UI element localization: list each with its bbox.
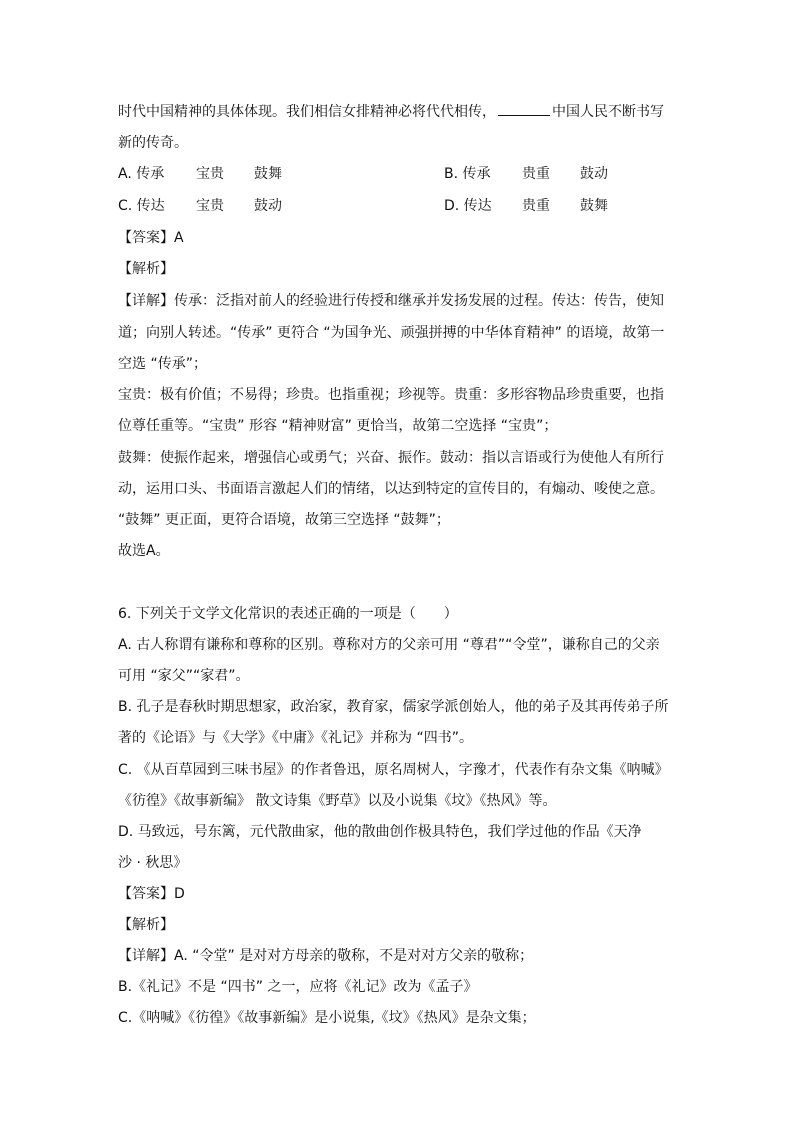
- q6-detail-line: 【详解】A. “令堂” 是对对方母亲的敬称，不是对对方父亲的敬称；: [118, 948, 534, 964]
- q5-stem-line-2: 新的传奇。: [118, 135, 188, 151]
- q5-detail-line: 【详解】传承：泛指对前人的经验进行传授和继承并发扬发展的过程。传达：传告，使知: [118, 293, 664, 309]
- q6-detail-line: C.《呐喊》《彷徨》《故事新编》是小说集,《坟》《热风》是杂文集；: [118, 1010, 536, 1026]
- q5-detail-line: 故选A。: [118, 543, 170, 559]
- q5-detail-line: 位尊任重等。“宝贵” 形容 “精神财富” 更恰当，故第二空选择 “宝贵”；: [118, 418, 558, 434]
- option-label: C. 传达: [118, 198, 165, 214]
- option-word: 鼓舞: [580, 198, 608, 214]
- q6-option-line: C. 《从百草园到三味书屋》的作者鲁迅，原名周树人，字豫才，代表作有杂文集《呐喊》: [118, 762, 669, 778]
- q5-option-d: [444, 196, 636, 216]
- q6-option-line: 《彷徨》《故事新编》 散文诗集《野草》以及小说集《坟》《热风》等。: [118, 793, 557, 809]
- q6-stem: 6. 下列关于文学文化常识的表述正确的一项是（ ）: [118, 606, 458, 622]
- q5-detail-line: 宝贵：极有价值；不易得；珍贵。也指重视；珍视等。贵重：多形容物品珍贵重要，也指: [118, 387, 664, 403]
- q6-option-line: A. 古人称谓有谦称和尊称的区别。尊称对方的父亲可用 “尊君”“令堂”，谦称自己的父亲: [118, 637, 660, 653]
- q5-stem-text-a: 时代中国精神的具体体现。我们相信女排精神必将代代相传，: [118, 104, 496, 120]
- q5-detail-line: 鼓舞：使振作起来，增强信心或勇气；兴奋、振作。鼓动：指以言语或行为使他人有所行: [118, 450, 664, 466]
- q5-option-b: [444, 164, 636, 184]
- option-word: 宝贵: [196, 166, 224, 182]
- q5-detail-line: 空选 “传承”；: [118, 356, 207, 372]
- q6-option-line: 可用 “家父”“家君”。: [118, 668, 250, 684]
- option-word: 鼓动: [254, 198, 282, 214]
- option-word: 贵重: [522, 166, 550, 182]
- option-label: A. 传承: [118, 166, 165, 182]
- q5-option-a: [118, 164, 310, 184]
- q5-detail-line: 道；向别人转述。“传承” 更符合 “为国争光、顽强拼搏的中华体育精神” 的语境，故第一: [118, 325, 665, 341]
- q5-detail-line: “鼓舞” 更正面，更符合语境，故第三空选择 “鼓舞”；: [118, 512, 450, 528]
- q6-detail-line: B.《礼记》不是 “四书” 之一，应将《礼记》改为《孟子》: [118, 979, 478, 995]
- option-word: 宝贵: [196, 198, 224, 214]
- q5-stem-line-1: [118, 101, 684, 121]
- q5-answer: 【答案】A: [118, 230, 184, 246]
- q5-analysis-heading: 【解析】: [118, 261, 174, 277]
- q5-option-c: [118, 196, 310, 216]
- q5-detail-line: 动，运用口头、书面语言激起人们的情绪，以达到特定的宣传目的，有煽动、唆使之意。: [118, 481, 664, 497]
- q6-option-line: B. 孔子是春秋时期思想家，政治家，教育家，儒家学派创始人，他的弟子及其再传弟子所: [118, 699, 669, 715]
- option-label: B. 传承: [444, 166, 491, 182]
- q5-stem-text-b: 中国人民不断书写: [552, 104, 664, 120]
- option-word: 贵重: [522, 198, 550, 214]
- option-word: 鼓舞: [254, 166, 282, 182]
- q6-analysis-heading: 【解析】: [118, 917, 174, 933]
- q6-option-line: 沙 · 秋思》: [118, 855, 188, 871]
- option-label: D. 传达: [444, 198, 492, 214]
- option-word: 鼓动: [580, 166, 608, 182]
- fill-blank-line: [498, 101, 550, 116]
- q6-option-line: 著的《论语》与《大学》《中庸》《礼记》并称为 “四书”。: [118, 730, 473, 746]
- q6-option-line: D. 马致远，号东篱，元代散曲家，他的散曲创作极具特色，我们学过他的作品《天净: [118, 824, 642, 840]
- q6-answer: 【答案】D: [118, 886, 185, 902]
